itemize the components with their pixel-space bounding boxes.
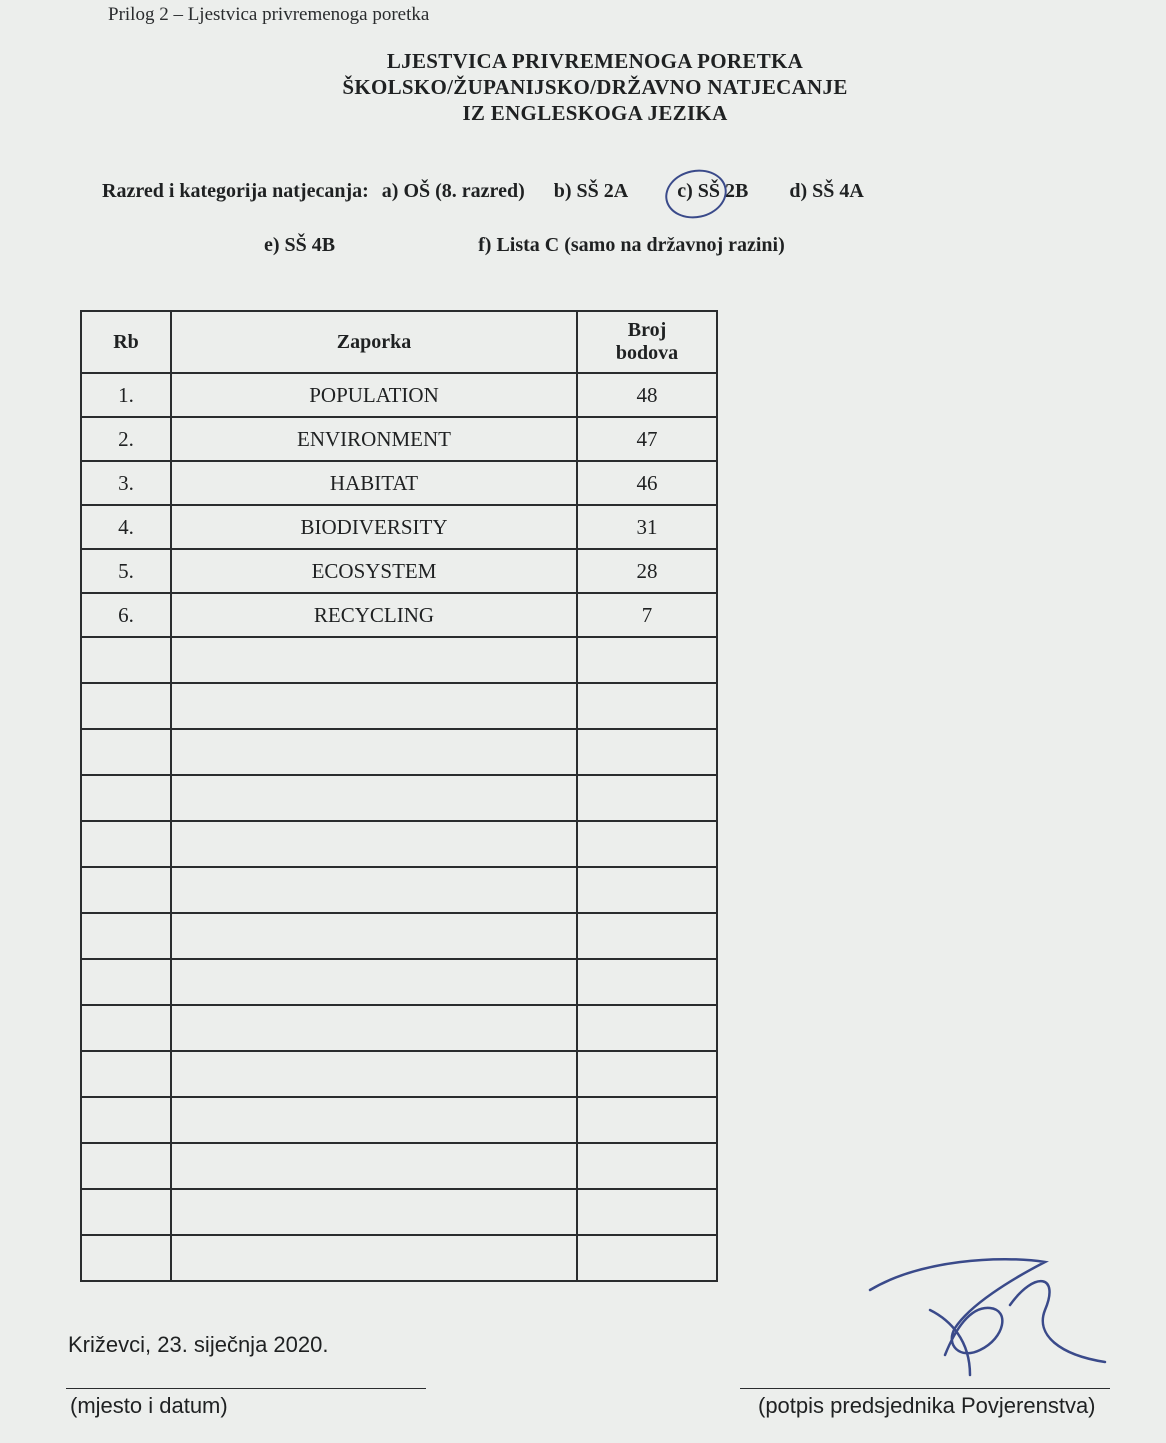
title-line-1: LJESTVICA PRIVREMENOGA PORETKA bbox=[386, 49, 804, 73]
cell-bodovi-empty bbox=[577, 729, 717, 775]
selection-circle-mark bbox=[661, 164, 732, 224]
attachment-note: Prilog 2 – Ljestvica privremenoga poretka bbox=[108, 4, 430, 25]
cell-zaporka-empty bbox=[171, 683, 577, 729]
table-row-empty bbox=[81, 683, 717, 729]
cell-zaporka-empty bbox=[171, 1235, 577, 1281]
cell-zaporka: POPULATION bbox=[171, 373, 577, 417]
cell-bodovi-empty bbox=[577, 683, 717, 729]
category-option-f: f) Lista C (samo na državnoj razini) bbox=[478, 234, 785, 256]
cell-rb-empty bbox=[81, 959, 171, 1005]
table-row bbox=[81, 505, 717, 549]
cell-bodovi-empty bbox=[577, 821, 717, 867]
table-row-empty bbox=[81, 1051, 717, 1097]
cell-bodovi: 7 bbox=[577, 593, 717, 637]
cell-bodovi-empty bbox=[577, 1143, 717, 1189]
table-row-empty bbox=[81, 775, 717, 821]
cell-zaporka-empty bbox=[171, 821, 577, 867]
cell-zaporka-empty bbox=[171, 729, 577, 775]
cell-rb: 6. bbox=[81, 593, 171, 637]
cell-zaporka-empty bbox=[171, 913, 577, 959]
cell-zaporka-empty bbox=[171, 959, 577, 1005]
header-broj-line1: Broj bbox=[627, 319, 667, 341]
cell-zaporka-empty bbox=[171, 1051, 577, 1097]
category-option-e: e) SŠ 4B bbox=[264, 234, 336, 256]
cell-rb-empty bbox=[81, 729, 171, 775]
cell-rb-empty bbox=[81, 637, 171, 683]
cell-bodovi-empty bbox=[577, 959, 717, 1005]
table-row-empty bbox=[81, 821, 717, 867]
cell-zaporka-empty bbox=[171, 637, 577, 683]
header-zaporka: Zaporka bbox=[171, 311, 577, 373]
table-row-empty bbox=[81, 959, 717, 1005]
place-date-caption: (mjesto i datum) bbox=[70, 1393, 228, 1418]
cell-rb-empty bbox=[81, 1143, 171, 1189]
table-row bbox=[81, 461, 717, 505]
cell-zaporka: ENVIRONMENT bbox=[171, 417, 577, 461]
table-row bbox=[81, 373, 717, 417]
cell-rb-empty bbox=[81, 1005, 171, 1051]
cell-bodovi: 46 bbox=[577, 461, 717, 505]
cell-bodovi: 28 bbox=[577, 549, 717, 593]
cell-bodovi-empty bbox=[577, 775, 717, 821]
cell-rb: 5. bbox=[81, 549, 171, 593]
table-row bbox=[81, 593, 717, 637]
cell-rb-empty bbox=[81, 775, 171, 821]
signature-caption: (potpis predsjednika Povjerenstva) bbox=[758, 1393, 1096, 1418]
cell-zaporka: RECYCLING bbox=[171, 593, 577, 637]
cell-bodovi-empty bbox=[577, 1235, 717, 1281]
table-row-empty bbox=[81, 1097, 717, 1143]
cell-rb-empty bbox=[81, 821, 171, 867]
table-row-empty bbox=[81, 867, 717, 913]
cell-bodovi: 47 bbox=[577, 417, 717, 461]
table-row-empty bbox=[81, 1235, 717, 1281]
cell-zaporka-empty bbox=[171, 867, 577, 913]
cell-zaporka-empty bbox=[171, 1189, 577, 1235]
cell-rb: 4. bbox=[81, 505, 171, 549]
table-row-empty bbox=[81, 1005, 717, 1051]
cell-zaporka-empty bbox=[171, 1097, 577, 1143]
category-label: Razred i kategorija natjecanja: bbox=[102, 180, 369, 202]
cell-zaporka-empty bbox=[171, 1005, 577, 1051]
cell-zaporka: ECOSYSTEM bbox=[171, 549, 577, 593]
category-option-b: b) SŠ 2A bbox=[553, 180, 629, 202]
table-row-empty bbox=[81, 913, 717, 959]
place-and-date: Križevci, 23. siječnja 2020. bbox=[68, 1332, 329, 1357]
cell-bodovi-empty bbox=[577, 1097, 717, 1143]
category-row-1 bbox=[102, 180, 864, 203]
header-broj-bodova bbox=[577, 311, 717, 373]
title-line-3: IZ ENGLESKOGA JEZIKA bbox=[462, 101, 728, 125]
cell-rb-empty bbox=[81, 1051, 171, 1097]
cell-zaporka: BIODIVERSITY bbox=[171, 505, 577, 549]
cell-bodovi: 48 bbox=[577, 373, 717, 417]
table-row bbox=[81, 549, 717, 593]
category-option-c-selected bbox=[677, 180, 748, 203]
cell-zaporka: HABITAT bbox=[171, 461, 577, 505]
table-row bbox=[81, 417, 717, 461]
cell-rb: 2. bbox=[81, 417, 171, 461]
table-row-empty bbox=[81, 1189, 717, 1235]
cell-rb: 1. bbox=[81, 373, 171, 417]
cell-bodovi-empty bbox=[577, 913, 717, 959]
cell-rb-empty bbox=[81, 1235, 171, 1281]
cell-rb-empty bbox=[81, 867, 171, 913]
cell-bodovi-empty bbox=[577, 1005, 717, 1051]
table-row-empty bbox=[81, 637, 717, 683]
table-header-row bbox=[81, 311, 717, 373]
cell-bodovi-empty bbox=[577, 1051, 717, 1097]
title-line-2: ŠKOLSKO/ŽUPANIJSKO/DRŽAVNO NATJECANJE bbox=[342, 75, 848, 99]
category-option-a: a) OŠ (8. razred) bbox=[381, 180, 525, 202]
header-rb: Rb bbox=[81, 311, 171, 373]
category-option-d: d) SŠ 4A bbox=[789, 180, 864, 202]
cell-rb-empty bbox=[81, 1097, 171, 1143]
header-broj-line2: bodova bbox=[615, 342, 679, 364]
table-row-empty bbox=[81, 1143, 717, 1189]
cell-bodovi-empty bbox=[577, 637, 717, 683]
cell-bodovi-empty bbox=[577, 1189, 717, 1235]
cell-bodovi-empty bbox=[577, 867, 717, 913]
cell-zaporka-empty bbox=[171, 775, 577, 821]
cell-rb: 3. bbox=[81, 461, 171, 505]
table-row-empty bbox=[81, 729, 717, 775]
cell-bodovi: 31 bbox=[577, 505, 717, 549]
cell-rb-empty bbox=[81, 683, 171, 729]
ranking-table bbox=[80, 310, 718, 1282]
cell-zaporka-empty bbox=[171, 1143, 577, 1189]
signature-mark bbox=[860, 1250, 1110, 1380]
cell-rb-empty bbox=[81, 913, 171, 959]
document-title bbox=[300, 48, 890, 126]
category-option-c: c) SŠ 2B bbox=[677, 180, 749, 202]
cell-rb-empty bbox=[81, 1189, 171, 1235]
category-row-2 bbox=[264, 234, 785, 257]
place-date-line bbox=[66, 1388, 426, 1389]
signature-line bbox=[740, 1388, 1110, 1389]
